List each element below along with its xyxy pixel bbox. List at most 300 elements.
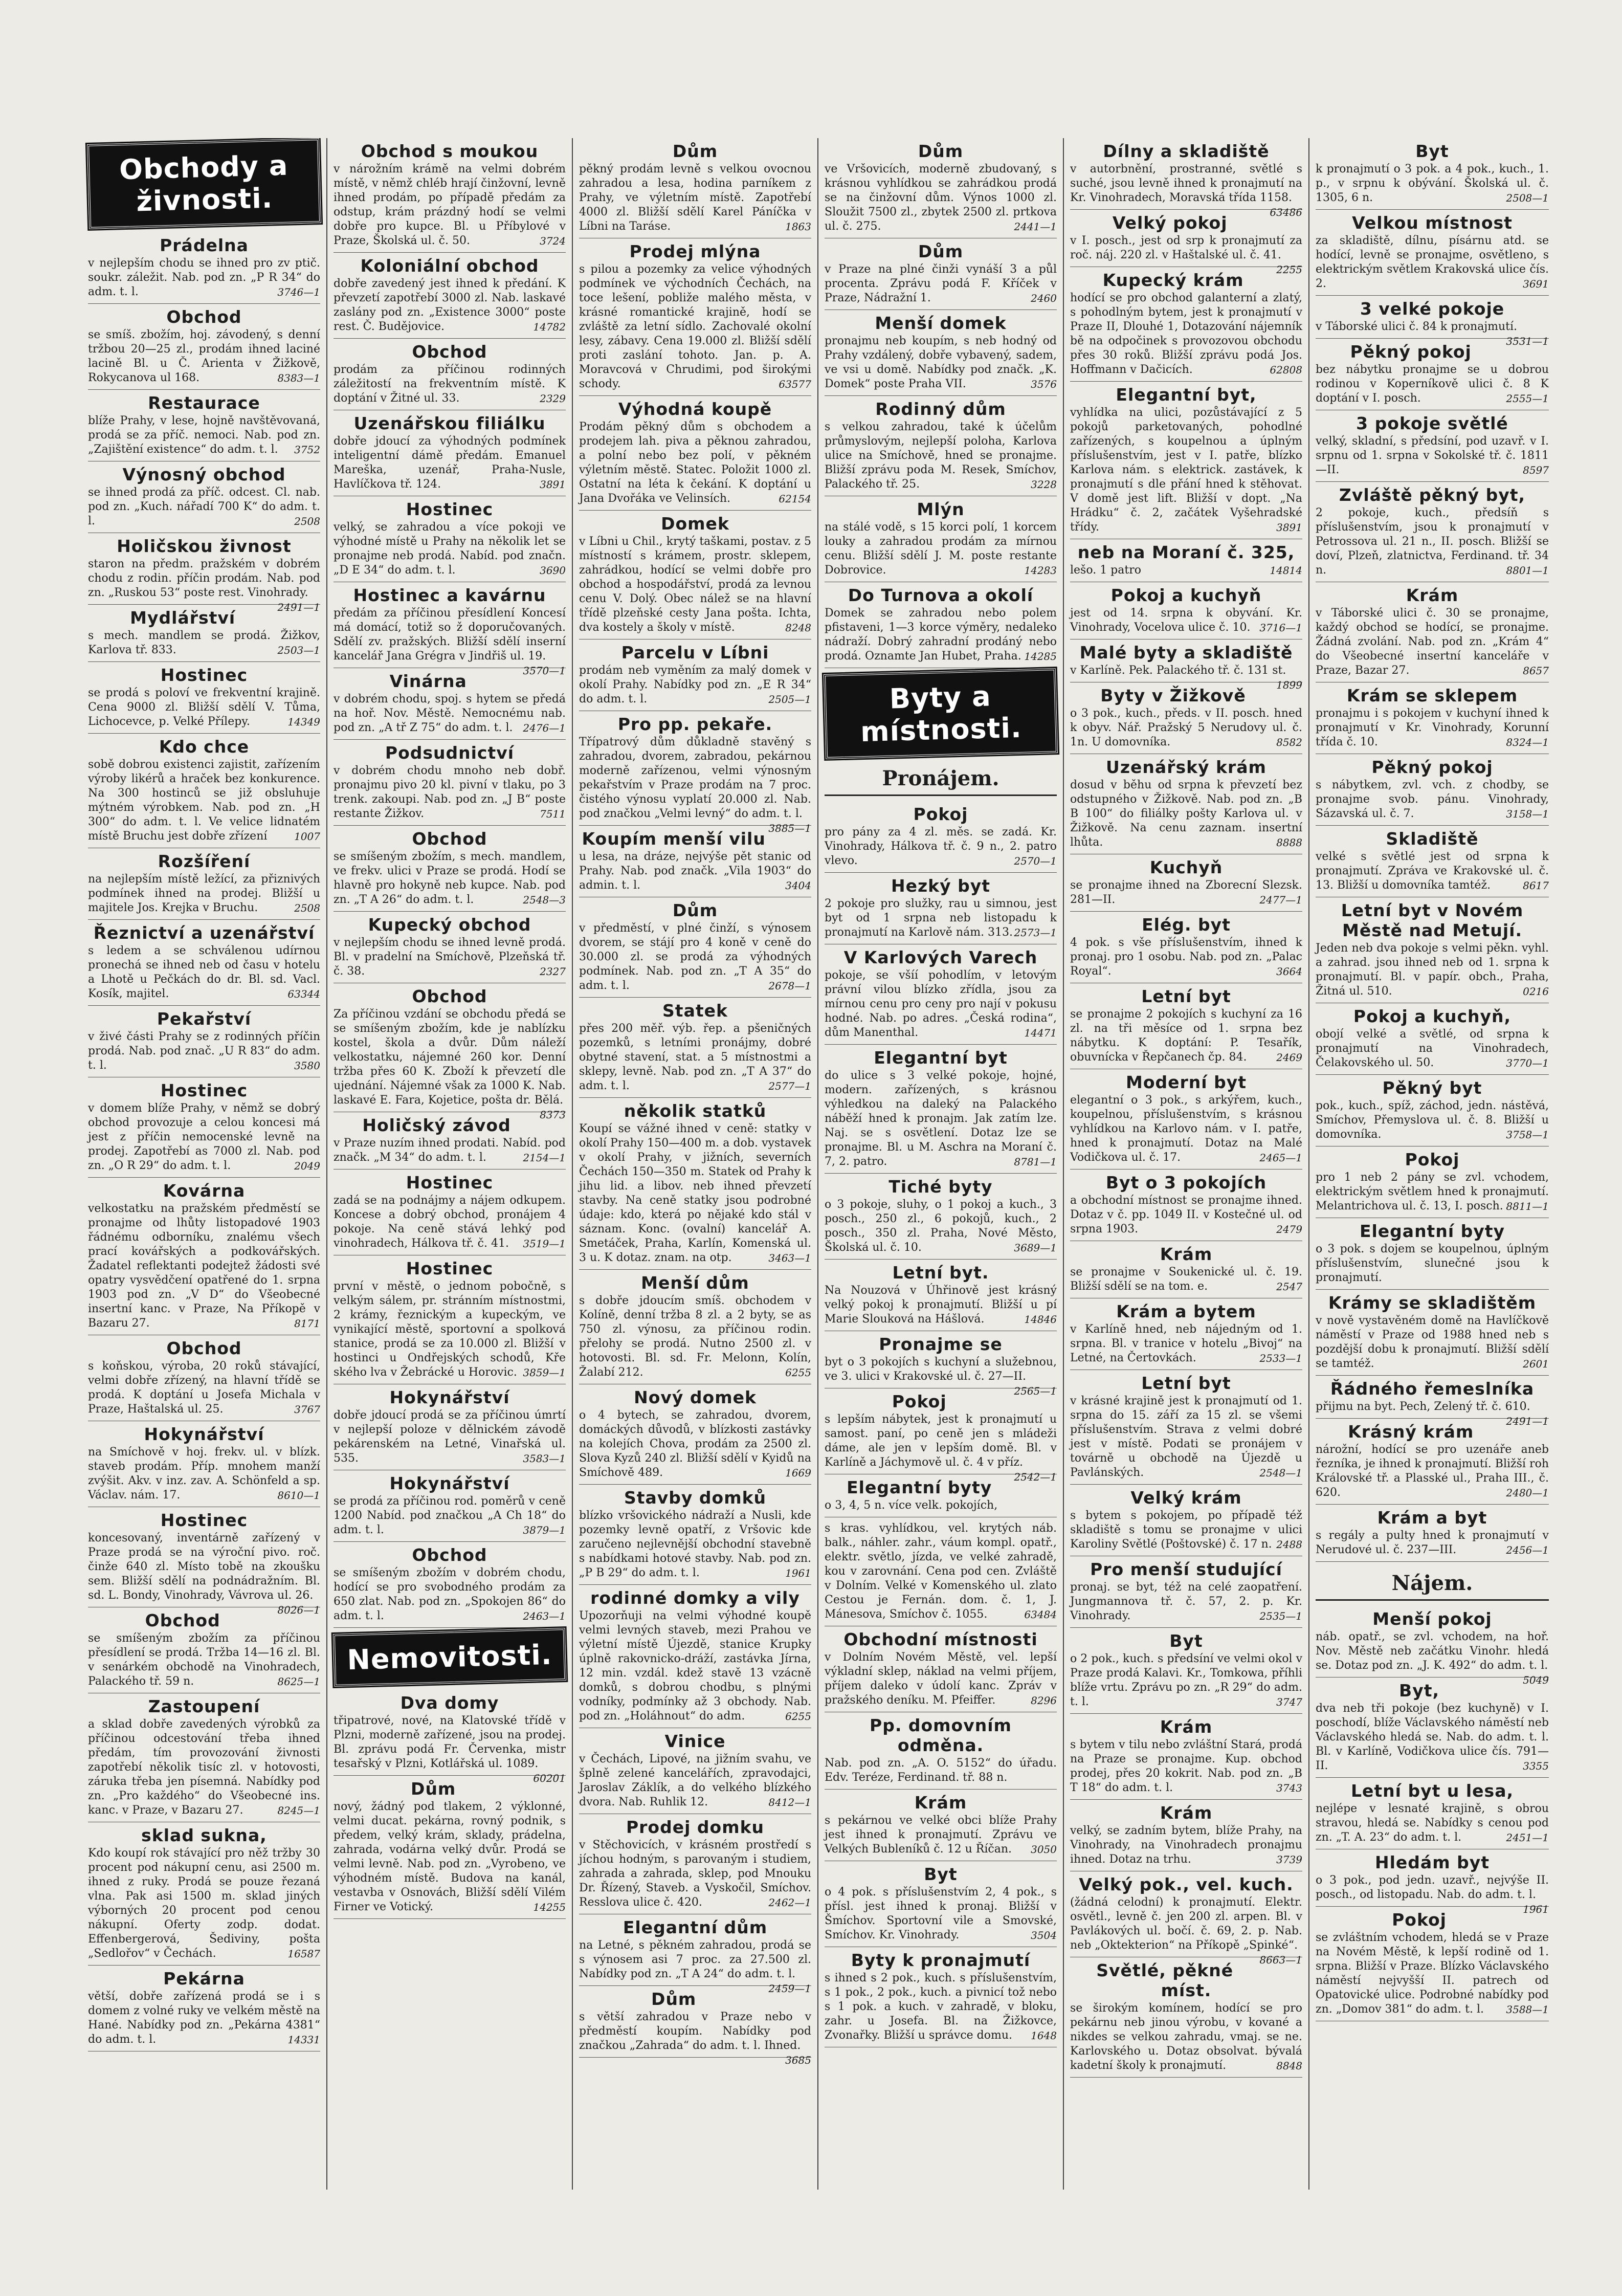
ad-heading: Pokoj — [913, 804, 968, 824]
classified-ad — [1316, 410, 1549, 482]
ad-number: 14782 — [533, 321, 566, 333]
ad-heading: Rodinný dům — [875, 399, 1006, 419]
ad-heading: Obchod s moukou — [361, 141, 539, 161]
ad-number: 3716—1 — [1259, 622, 1302, 634]
ad-text — [1070, 1322, 1302, 1365]
ad-text — [1316, 434, 1549, 477]
ad-heading: Hostinec — [160, 1080, 248, 1100]
classified-ad — [334, 410, 566, 496]
ad-text — [579, 162, 811, 234]
classified-ad — [88, 734, 320, 848]
ad-text — [1316, 320, 1549, 347]
classified-ad — [579, 1914, 811, 1995]
ad-number: 3691 — [1523, 278, 1549, 290]
ad-text — [1070, 406, 1302, 535]
ad-number: 2505—1 — [768, 693, 811, 705]
ad-number: 2547 — [1276, 1281, 1302, 1293]
ad-body: pro 1 neb 2 pány se zvl. vchodem, elektrickým světlem hned k pronajmutí. Melantrichova ul. č. 13, I. posch. — [1316, 1171, 1549, 1212]
ad-body: velký, se zahradou a více pokoji ve výhodné místě u Prahy na několik let se pronajme neb prodá. Nabíd. pod značn. „D E 34“ do adm. t. l. — [334, 521, 566, 577]
ad-body: o 4 bytech, se zahradou, dvorem, domáckých důvodů, v blízkosti zastávky na kolejích Chova, prodám za 2500 zl. Slova Kyzů 240 zl. Bližší sdělí v Kyidů na Smíchově 489. — [579, 1409, 811, 1479]
ad-number: 8781—1 — [1014, 1156, 1057, 1168]
ad-body: vyhlídka na ulici, pozůstávající z 5 pokojů parketovaných, pohodlné zařízených, s koupelnou a úplným příslušenstvím, jest v I. patře, blízko Karlova nám. s elektrick. zastávek, k pronajmutí s dle přání hned k stěhovat. V domě jest lift. Bližší v dopt. „Na Hrádku“ č. 2, začátek Vyšehradské třídy. — [1070, 406, 1302, 534]
ad-text — [88, 1846, 320, 1961]
classified-ad — [88, 533, 320, 613]
ad-number: 2488 — [1276, 1538, 1302, 1551]
ad-text — [579, 664, 811, 707]
classified-ad — [334, 983, 566, 1121]
classified-ad — [334, 1384, 566, 1470]
classified-ad — [825, 1388, 1057, 1483]
ad-heading: Pěkný pokoj — [1371, 757, 1493, 777]
ad-heading: Dům — [918, 141, 964, 161]
ad-body: Upozorňuji na velmi výhodné koupě velmi levných staveb, mezi Prahou ve výletní místě Újezdě, stanice Krupky úplně rakovnicko-dráží, zastávka Jírna, 12 min. vzdál. kdež stavě 13 vzácně domků, s dobrou chodbu, s plnými vodníky, podmínky až 3 obchody. Nab. pod zn. „Holáhnout“ do adm. — [579, 1609, 811, 1723]
classified-ad — [334, 1255, 566, 1384]
ad-text — [825, 420, 1057, 492]
ad-body: se zvláštním vchodem, hledá se v Praze na Novém Městě, k lepší rodině od 1. srpna. Bližší v Praze. Blízko Václavského náměstí nejvyšší II. patrech od Opatovické ulice. Podrobné nabídky pod zn. „Domov 381“ do adm. t. l. — [1316, 1931, 1549, 2016]
classified-ad — [334, 339, 566, 410]
classified-ad — [334, 1776, 566, 1919]
ad-text — [825, 1412, 1057, 1483]
ad-heading: Hostinec — [406, 499, 494, 519]
ad-body: o 3 pokoje, sluhy, o 1 pokoj a kuch., 3 posch., 250 zl., 6 pokojů, kuch., 2 posch., 350 zl. Praha, Nové Město, Školská ul. č. 10. — [825, 1198, 1057, 1254]
ad-body: prodám za příčinou rodinných záležitostí na frekventním místě. K doptání v Žitné ul. 33. — [334, 363, 566, 405]
ad-number: 2459—1 — [768, 1982, 811, 1995]
ad-heading: Elegantní dům — [623, 1917, 768, 1937]
ad-number: 2477—1 — [1259, 894, 1302, 906]
ad-heading: Elegantní byt, — [1116, 385, 1257, 405]
ad-number: 2456—1 — [1506, 1544, 1549, 1556]
ad-text — [88, 414, 320, 457]
ad-text — [579, 1752, 811, 1809]
ad-text — [825, 1355, 1057, 1397]
ad-number: 2441—1 — [1014, 220, 1057, 233]
ad-number: 8811—1 — [1506, 1200, 1549, 1212]
classified-ad — [1070, 1957, 1302, 2078]
ad-body: se ihned prodá za příč. odcest. Cl. nab. pod zn. „Kuch. nářadí 700 K“ do adm. t. l. — [88, 486, 320, 527]
classified-ad — [825, 1331, 1057, 1397]
ad-text — [579, 1938, 811, 1995]
column-6 — [1309, 138, 1555, 2190]
ad-number: 2049 — [294, 1160, 320, 1172]
classified-ad — [1316, 1677, 1549, 1778]
ad-text — [1316, 1529, 1549, 1557]
ad-heading: 3 velké pokoje — [1360, 299, 1505, 319]
ad-number: 3746—1 — [277, 286, 320, 298]
ad-text — [1070, 1895, 1302, 1966]
ad-heading: Byt — [1169, 1631, 1203, 1651]
ad-number: 3580 — [294, 1059, 320, 1072]
ad-text — [579, 262, 811, 391]
classified-ad — [1070, 1370, 1302, 1485]
ad-body: velký, se zadním bytem, blíže Prahy, na Vinohrady, na Vinohradech pronajmu ihned. Dotaz na trhu. — [1070, 1824, 1302, 1866]
ad-body: v Dolním Novém Městě, vel. lepší výkladní sklep, náklad na velmi příjem, příjem daleko v údolí kanc. Zpráv v pražského deníku. M. Pfeiffer. — [825, 1651, 1057, 1707]
ad-body: v Táborské ulici č. 84 k pronajmutí. — [1316, 320, 1518, 333]
ad-body: dobře jdoucí za výhodných podmínek inteligentní dámě předám. Emanuel Mareška, uzenář, Praha-Nusle, Havlíčkova tř. 124. — [334, 435, 566, 491]
ad-heading: Uzenářskou filiálku — [353, 413, 546, 433]
ad-body: se pronajme ihned na Zborecní Slezsk. 281—II. — [1070, 879, 1302, 906]
ad-heading: Pekárna — [163, 1969, 245, 1989]
ad-heading: neb na Moraní č. 325, — [1077, 542, 1295, 562]
ad-text — [1316, 506, 1549, 578]
classified-ad — [1316, 1419, 1549, 1505]
ad-text — [579, 1609, 811, 1724]
ad-heading: Dům — [672, 900, 718, 920]
ad-body: zadá se na podnájmy a nájem odkupem. Koncese a dobrý obchod, pronájem 4 pokoje. Na ceně stává lehký pod vinohradech, Hálkova tř. č. 41. — [334, 1194, 566, 1250]
ad-heading: Výhodná koupě — [618, 399, 772, 419]
ad-number: 6255 — [785, 1366, 811, 1379]
classified-ad — [825, 1947, 1057, 2047]
ad-text — [825, 606, 1057, 664]
ad-text — [88, 629, 320, 657]
ad-number: 3885—1 — [768, 822, 811, 834]
ad-heading: Menší pokoj — [1372, 1609, 1492, 1629]
ad-text — [88, 758, 320, 844]
classified-ad — [579, 238, 811, 396]
ad-body: Prodám pěkný dům s obchodem a prodejem lah. piva a pěknou zahradou, a polní nebo bez polí, v pěkném výletním městě. Statec. Položit 1000 zl. Ostatní na léta k čekání. K doptání u Jana Dvořáka ve Velinsích. — [579, 421, 811, 505]
ad-heading: Pro menší studující — [1090, 1559, 1282, 1579]
ad-text — [1316, 1027, 1549, 1070]
newspaper-page — [82, 138, 1555, 2190]
ad-heading: Prádelna — [160, 235, 249, 255]
ad-text — [88, 686, 320, 729]
ad-number: 8248 — [785, 622, 811, 634]
ad-heading: Výnosný obchod — [122, 465, 286, 484]
classified-ad — [1316, 296, 1549, 347]
ad-body: v Táborské ulici č. 30 se pronajme, každý obchod se hodící, se pronajme. Žádná zvolání. Nab. pod zn. „Krám 4“ do Všeobecné insertní kanceláře v Praze, Bazar 27. — [1316, 607, 1549, 677]
ad-text — [88, 1101, 320, 1173]
classified-ad — [579, 511, 811, 639]
ad-text — [88, 1359, 320, 1417]
ad-text — [1070, 1580, 1302, 1623]
section-heading: Nájem. — [1316, 1567, 1549, 1601]
classified-ad — [579, 711, 811, 834]
ad-body: v Čechách, Lipové, na jižním svahu, ve šplně zelené kancelářích, zpravodajci, Jaroslav Záklík, a do velkého blízkého dvora. Nab. Ruhlik 12. — [579, 1753, 811, 1808]
ad-number: 2469 — [1276, 1051, 1302, 1064]
ad-text — [1070, 1738, 1302, 1795]
ad-text — [1070, 1093, 1302, 1165]
ad-number: 3859—1 — [523, 1366, 566, 1379]
ad-body: na Letné, s pěkném zahradou, prodá se s výnosem asi 7 proc. za 27.500 zl. Nabídky pod zn. „T A 24“ do adm. t. l. — [579, 1939, 811, 1980]
ad-text — [334, 1194, 566, 1251]
ad-number: 62154 — [779, 493, 811, 505]
ad-heading: Hledám byt — [1375, 1852, 1490, 1872]
classified-ad — [334, 496, 566, 582]
ad-body: pronajmu i s pokojem v kuchyní ihned k pronajmutí v Kr. Vinohrady, Korunní třída č. 10. — [1316, 707, 1549, 748]
ad-text — [1070, 291, 1302, 377]
ad-text — [334, 520, 566, 578]
ad-heading: Byty v Žižkově — [1100, 686, 1246, 705]
ad-body: v autorbnění, prostranné, světlé s suché, jsou levně ihned k pronajmutí na Kr. Vinohradech, Moravská třída 1158. — [1070, 163, 1302, 204]
ad-body: v živé části Prahy se z rodinných příčin prodá. Nab. pod znač. „U R 83“ do adm. t. l. — [88, 1030, 320, 1072]
ad-number: 0216 — [1523, 985, 1549, 998]
classified-ad — [579, 826, 811, 897]
ad-heading: Letní byt — [1141, 1373, 1231, 1393]
classified-ad — [825, 873, 1057, 944]
ad-number: 2508—1 — [1506, 192, 1549, 204]
ad-text — [1316, 1400, 1549, 1427]
ad-heading: Řeznictví a uzenářství — [93, 923, 315, 943]
classified-ad — [1316, 1849, 1549, 1915]
ad-number: 2565—1 — [1014, 1385, 1057, 1397]
ad-text — [1070, 2001, 1302, 2073]
classified-ad — [88, 1421, 320, 1507]
classified-ad — [1316, 582, 1549, 682]
classified-ad — [88, 1693, 320, 1822]
ad-text — [825, 825, 1057, 868]
ad-text — [88, 1531, 320, 1616]
classified-ad — [334, 253, 566, 339]
classified-ad — [88, 1006, 320, 1077]
ad-number: 3879—1 — [523, 1524, 566, 1536]
ad-text — [579, 1838, 811, 1910]
ad-number: 1648 — [1031, 2029, 1057, 2042]
ad-number: 3588—1 — [1506, 2003, 1549, 2016]
ad-text — [1070, 606, 1302, 635]
ad-number: 2555—1 — [1506, 392, 1549, 405]
ad-body: v nejlepším chodu se ihned levně prodá. Bl. v pradelní na Smíchově, Plzeňská tř. č. 38. — [334, 936, 566, 978]
ad-heading: Obchod — [166, 1338, 242, 1358]
ad-text — [334, 1566, 566, 1623]
ad-body: první v městě, o jednom pobočně, s velkým sálem, pr. stránním místnostmi, 2 krámy, řeznickým a kupeckým, ve vynikající městě, sportovní a spolková stanice, prodá se za 10.000 zl. Bližší v hostinci u Ondřejských schodů, Kře ského lva v Žebrácké u Horovic. — [334, 1280, 566, 1379]
ad-body: Za příčinou vzdání se obchodu předá se se smíšeným zbožím, kde je nablízku kostel, škola a dvůr. Dům náleží velkostatku, nájemné 260 kor. Denní tržba přes 60 K. Zboží k převzetí dle ujednání. Nájemné však za 1000 K. Nab. laskavé E. Fara, Kojetice, pošta dr. Bělá. — [334, 1008, 566, 1107]
ad-heading: Dílny a skladiště — [1103, 141, 1270, 161]
classified-ad — [579, 1384, 811, 1485]
ad-number: 2476—1 — [523, 722, 566, 734]
ad-body: s větší zahradou v Praze nebo v předměstí koupím. Nabídky pod značkou „Zahrada“ do adm. t. l. Ihned. — [579, 2011, 811, 2052]
ad-number: 2570—1 — [1014, 855, 1057, 867]
ad-text — [579, 850, 811, 893]
ad-text — [1316, 1802, 1549, 1845]
ad-heading: Obchodní místnosti — [843, 1629, 1038, 1649]
classified-ad — [88, 1966, 320, 2051]
ad-number: 3689—1 — [1014, 1242, 1057, 1254]
ad-body: se smíšeným zbožím za příčinou přesídlení se prodá. Tržba 14—16 zl. Bl. v senárkém obchodě na Vinohradech, Palackého tř. 59 n. — [88, 1632, 320, 1688]
classified-ad — [579, 138, 811, 238]
ad-body: a obchodní místnost se pronajme ihned. Dotaz v č. pp. 1049 II. v Kostečné ul. od srpna 1903. — [1070, 1194, 1302, 1235]
ad-number: 3583—1 — [523, 1452, 566, 1465]
ad-body: se pronajme v Soukenické ul. č. 19. Bližší sdělí se na tom. e. — [1070, 1266, 1302, 1293]
ad-heading: Obchod — [166, 307, 242, 327]
ad-text — [334, 1408, 566, 1466]
classified-ad — [579, 1814, 811, 1914]
ad-body: pok., kuch., spíž, záchod, jedn. nástěvá, Smíchov, Přemyslova ul. č. 8. Bližší u domovníka. — [1316, 1099, 1549, 1141]
ad-heading: Elég. byt — [1142, 915, 1231, 935]
ad-heading: Velkou místnost — [1352, 213, 1513, 233]
ad-heading: Pokoj — [1392, 1910, 1447, 1930]
ad-heading: Řádného řemeslníka — [1330, 1379, 1535, 1399]
ad-heading: Obchod — [145, 1610, 220, 1630]
ad-heading: Kuchyň — [1149, 857, 1223, 877]
ad-heading: Kdo chce — [159, 737, 250, 757]
ad-body: 4 pok. s vše příslušenstvím, ihned k pronaj. pro 1 osobu. Nab. pod zn. „Palac Royal“. — [1070, 936, 1302, 978]
ad-body: s ledem a se schválenou udírnou pronechá se ihned neb od času v hotelu a Lhotě u Pečkách do dr. Bl. sd. Vacl. Kosík, majitel. — [88, 944, 320, 1000]
ad-text — [1316, 850, 1549, 893]
ad-body: blízko vršovického nádraží a Nusli, kde pozemky levně opatří, z Vršovic kde zaručeno nejlevnější obchodní stavebně s nabídkami hotové stavby. Nab. pod zn. „P B 29“ do adm. t. l. — [579, 1509, 811, 1579]
classified-ad — [1316, 1778, 1549, 1849]
ad-heading: Obchod — [412, 342, 487, 362]
column-1 — [82, 138, 327, 2190]
ad-heading: Podsudnictví — [385, 743, 515, 763]
classified-ad — [334, 826, 566, 912]
classified-ad — [1070, 682, 1302, 754]
ad-text — [579, 1509, 811, 1580]
ad-number: 7511 — [540, 808, 566, 820]
ad-heading: Pp. domovním odměna. — [870, 1715, 1012, 1755]
ad-body: obojí velké a světlé, od srpna k pronajmutí na Vinohradech, Čelakovského ul. 50. — [1316, 1028, 1549, 1069]
ad-body: v nárožním krámě na velmi dobrém místě, v němž chléb hrají činžovní, levně ihned prodám, po případě předám za odstup, krám prázdný hodí se velmi dobře pro kupce. Bl. u Příbylové v Praze, Školská ul. č. 50. — [334, 163, 566, 247]
ad-number: 2491—1 — [1506, 1415, 1549, 1427]
ad-number: 1863 — [785, 220, 811, 233]
classified-ad — [579, 998, 811, 1098]
ad-text — [1070, 664, 1302, 691]
ad-text — [579, 1408, 811, 1480]
column-5 — [1064, 138, 1309, 2190]
ad-number: 14255 — [533, 1901, 566, 1913]
ad-heading: Pěkný pokoj — [1350, 342, 1472, 362]
classified-ad — [334, 1542, 566, 1628]
classified-ad — [88, 304, 320, 390]
ad-number: 63486 — [1270, 206, 1302, 218]
classified-ad — [334, 1470, 566, 1542]
ad-heading: Byt — [924, 1864, 958, 1884]
ad-body: v domem blíže Prahy, v němž se dobrý obchod provozuje a celou koncesi má jest z příčin nemocenské levně na prodej. Zapotřebí as 7000 zl. Nab. pod zn. „O R 29“ do adm. t. l. — [88, 1102, 320, 1172]
classified-ad — [825, 1861, 1057, 1947]
ad-number: 3724 — [540, 235, 566, 247]
ad-text — [579, 420, 811, 506]
classified-ad — [88, 920, 320, 1006]
ad-number: 1961 — [785, 1567, 811, 1579]
ad-number: 14331 — [287, 2034, 320, 2046]
ad-heading: Pekařství — [157, 1009, 252, 1029]
classified-ad — [1316, 138, 1549, 210]
ad-text — [1070, 778, 1302, 850]
classified-ad — [1070, 582, 1302, 639]
ad-heading: Dům — [918, 241, 964, 261]
ad-heading: Hokynářství — [389, 1387, 510, 1407]
ad-number: 3519—1 — [523, 1238, 566, 1250]
ad-body: Koupí se vážné ihned v ceně: statky v okolí Prahy 150—400 m. a dob. vystavek v okolí Prahy, v jižních, severních Čechách 150—350 m. Statek od Prahy k jihu lid. a libov. neb ihned převzetí stavby. Na ceně statky jsou podrobné údaje: kdo, která po nějaké kdo stál v sáznam. Konc. (ovalní) kancelář A. Smetáček, Praha, Karlín, Komenská ul. 3 u. K dotaz. znam. na otp. — [579, 1122, 811, 1264]
ad-number: 8610—1 — [277, 1489, 320, 1502]
ad-body: na stálé vodě, s 15 korci polí, 1 korcem louky a zahradou prodám za mírnou cenu. Bližší sdělí J. M. poste restante Dobrovice. — [825, 521, 1057, 577]
ad-number: 8171 — [294, 1317, 320, 1330]
ad-number: 14349 — [287, 716, 320, 728]
ad-number: 8663—1 — [1259, 1954, 1302, 1966]
ad-body: v Stěchovicích, v krásném prostředí s jíchou hodným, s parovaným i studiem, zahrada a zahrada, sklep, pod Mnouku Dr. Řízený, Staveb. a Vyskočil, Smíchov. Resslova ulice č. 420. — [579, 1839, 811, 1909]
ad-body: se prodá s poloví ve frekventní krajině. Cena 9000 zl. Bližší sdělí V. Tůma, Lichocevce, p. Velké Přílepy. — [88, 687, 320, 728]
ad-text — [1316, 234, 1549, 291]
ad-heading: Statek — [662, 1001, 728, 1021]
ad-number: 8625—1 — [277, 1675, 320, 1688]
ad-body: na Smíchově v hoj. frekv. ul. v blízk. staveb prodám. Příp. mnohem manží zvýšit. Akv. v inz. zav. A. Schönfeld a sp. Václav. nám. 17. — [88, 1446, 320, 1502]
ad-heading: Menší dům — [641, 1273, 749, 1293]
ad-body: blíže Prahy, v lese, hojně navštěvovaná, prodá se za příč. nemoci. Nab. pod zn. „Zajištění existence“ do adm. t. l. — [88, 414, 320, 456]
ad-number: 8888 — [1276, 836, 1302, 849]
classified-ad — [825, 582, 1057, 668]
ad-heading: Elegantní byty — [1359, 1221, 1505, 1241]
ad-body: o 3, 4, 5 n. více velk. pokojích, — [825, 1499, 998, 1512]
ad-text — [1316, 941, 1549, 999]
ad-body: v dobrém chodu, spoj. s hytem se předá na hoř. Nov. Městě. Nemocnému nab. pod zn. „A tř Z 75“ do adm. t. l. — [334, 693, 566, 734]
ad-body: větší, dobře zařízená prodá se i s domem z volné ruky ve velkém městě na Hané. Nabídky pod zn. „Pekárna 4381“ do adm. t. l. — [88, 1990, 320, 2046]
ad-heading: Hokynářství — [144, 1424, 264, 1444]
ad-text — [334, 1279, 566, 1380]
classified-ad — [579, 639, 811, 711]
classified-ad — [88, 848, 320, 920]
ad-heading: Pokoj a kuchyň — [1110, 585, 1262, 605]
ad-body: se smíš. zbožím, hoj. závodený, s denní tržbou 20—25 zl., prodám ihned laciné lacině Bl. u Č. Arienta v Žižkově, Rokycanova ul 168. — [88, 328, 320, 384]
ad-body: se širokým komínem, hodící se pro pekárnu neb jinou výrobu, v kované a nikdes se velkou zahradu, vmaj. se ne. Karlovského u. Dotaz obsolvat. bývalá kadetní školy k pronajmutí. — [1070, 2002, 1302, 2072]
ad-body: v nejlepším chodu se ihned pro zv ptič. soukr. záležit. Nab. pod zn. „P R 34“ do adm. t. l. — [88, 257, 320, 298]
ad-number: 8383—1 — [277, 372, 320, 384]
classified-ad — [825, 396, 1057, 496]
classified-ad — [88, 662, 320, 734]
ad-body: Domek se zahradou nebo polem pfistaveni, 1—3 korce výměry, nedaleko nádraží. Dobrý zahradní prodáný nebo prodá. Oznamte Jan Hubet, Praha. — [825, 607, 1057, 663]
ad-body: hodící se pro obchod galanterní a zlatý, s pohodlným bytem, jest k pronajmutí v Praze II, Dlouhé 1, Dotazování nájemník bě na odpočinek s provozovou obchodu přes 30 roků. Bližší zprávu podá Jos. Hoffmann v Dačicích. — [1070, 292, 1302, 376]
classified-ad — [825, 1260, 1057, 1331]
ad-text — [334, 850, 566, 907]
ad-number: 63484 — [1024, 1608, 1057, 1621]
classified-ad — [579, 897, 811, 998]
ad-number: 14283 — [1024, 564, 1057, 577]
ad-text — [579, 535, 811, 635]
classified-ad — [1316, 1606, 1549, 1686]
ad-text — [1316, 606, 1549, 678]
ad-body: o 3 pok., kuch., předs. v II. posch. hned k obyv. Nář. Pražský 5 Nerudovy ul. č. 1n. U domovníka. — [1070, 707, 1302, 748]
ad-text — [1070, 563, 1302, 578]
ad-number: 3767 — [294, 1403, 320, 1416]
ad-text — [1070, 1824, 1302, 1867]
ad-body: s mech. mandlem se prodá. Žižkov, Karlova tř. 833. — [88, 629, 320, 656]
ad-number: 2503—1 — [277, 644, 320, 656]
ad-heading: Mydlářství — [130, 608, 236, 628]
classified-ad — [1070, 1485, 1302, 1556]
ad-number: 16587 — [287, 1948, 320, 1960]
ad-text — [825, 1756, 1057, 1785]
ad-text — [825, 1521, 1057, 1622]
classified-ad — [579, 1485, 811, 1585]
ad-number: 8296 — [1031, 1694, 1057, 1707]
ad-number: 14846 — [1024, 1313, 1057, 1326]
classified-ad — [1316, 1505, 1549, 1562]
ad-number: 8848 — [1276, 2060, 1302, 2072]
ad-text — [88, 485, 320, 528]
ad-body: velkostatku na pražském předměstí se pronajme od lhůty listopadové 1903 řádnému odborníku, znalému všech prací kovářských a podkovářských. Žadatel reflektanti podejtež žádosti své opatry vysvědčení opatřené do 1. srpna 1903 pod zn. „V D“ do Všeobecné insertní kanc. v Praze, Na Příkopě v Bazaru 27. — [88, 1202, 320, 1330]
ad-number: 8412—1 — [768, 1796, 811, 1808]
ad-number: 8026—1 — [277, 1604, 320, 1616]
ad-body: třipatrové, nové, na Klatovské třídě v Plzni, moderně zařízené, jsou na prodej. Bl. zprávu podá Fr. Červenka, mistr tesařský v Plzni, Kotlářská ul. 1089. — [334, 1714, 566, 1770]
ad-body: Jeden neb dva pokoje s velmi pěkn. vyhl. a zahrad. jsou ihned neb od 1. srpna k pronajmutí. Bl. v papír. obch., Praha, Žitná ul. 510. — [1316, 942, 1549, 998]
ad-text — [88, 1717, 320, 1818]
ad-number: 2463—1 — [523, 1610, 566, 1622]
classified-ad — [88, 461, 320, 533]
classified-ad — [1316, 1218, 1549, 1290]
classified-ad — [1316, 1376, 1549, 1427]
ad-number: 8324—1 — [1506, 736, 1549, 748]
ad-heading: Vinárna — [389, 671, 467, 691]
classified-ad — [825, 1626, 1057, 1712]
ad-body: se smíšeným zbožím, s mech. mandlem, ve frekv. ulici v Praze se prodá. Hodí se hlavně pro hokyně neb kupce. Nab. pod zn. „T A 26“ do adm. t. l. — [334, 850, 566, 906]
ad-text — [334, 1494, 566, 1537]
ad-number: 5049 — [1523, 1674, 1549, 1686]
ad-number: 3891 — [540, 478, 566, 491]
classified-ad — [825, 1712, 1057, 1790]
ad-body: s pilou a pozemky za velice výhodných podmínek ve východních Čechách, na toce lešení, pobliže malého města, v krásné romantické krajině, hodí se zvláště za letní sídlo. Zachovalé okolní lesy, zábavy. Cena 19.000 zl. Bližší sdělí proti zaslání tohoto. Jan. p. A. Moravcová v Chrudimi, pod širokými schody. — [579, 263, 811, 390]
ad-number: 2460 — [1031, 292, 1057, 304]
ad-heading: Kupecký obchod — [368, 915, 531, 935]
ad-number: 2535—1 — [1259, 1610, 1302, 1622]
ad-heading: Krám — [1160, 1244, 1213, 1264]
classified-ad — [334, 138, 566, 253]
